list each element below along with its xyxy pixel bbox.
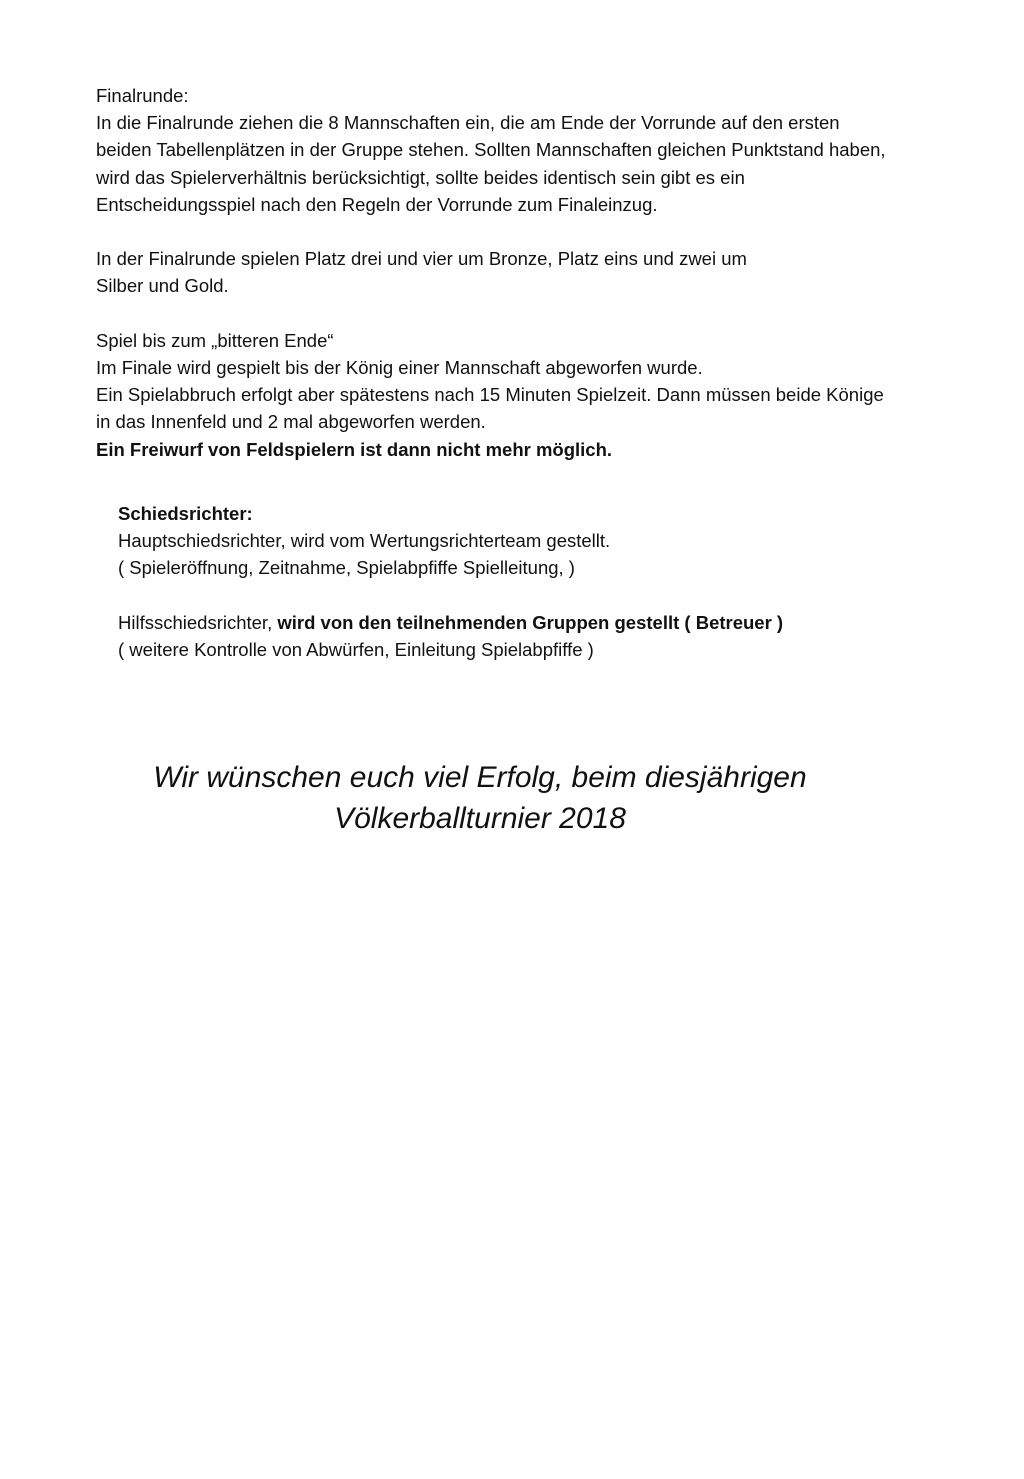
paragraph-gap <box>118 582 783 609</box>
finalrunde-para3-line4: in das Innenfeld und 2 mal abgeworfen werden. <box>96 411 486 433</box>
hilfsschiedsrichter-provider: wird von den teilnehmenden Gruppen gestellt ( Betreuer ) <box>277 611 784 633</box>
hauptschiedsrichter-line: Hauptschiedsrichter, wird vom Wertungsrichterteam gestellt. <box>118 530 611 552</box>
hilfsschiedsrichter-line <box>118 609 783 636</box>
finalrunde-para1-line4: Entscheidungsspiel nach den Regeln der Vorrunde zum Finaleinzug. <box>96 193 658 215</box>
finalrunde-para2-line1: In der Finalrunde spielen Platz drei und vier um Bronze, Platz eins und zwei um <box>96 248 747 270</box>
hilfsschiedsrichter-duties: ( weitere Kontrolle von Abwürfen, Einleitung Spielabpfiffe ) <box>118 639 594 660</box>
hauptschiedsrichter-duties: ( Spieleröffnung, Zeitnahme, Spielabpfiffe Spielleitung, ) <box>118 557 575 579</box>
finalrunde-para1-line2: beiden Tabellenplätzen in der Gruppe stehen. Sollten Mannschaften gleichen Punktstand haben, <box>96 139 886 161</box>
schiedsrichter-heading: Schiedsrichter: <box>118 503 253 524</box>
finalrunde-para3-line2: Im Finale wird gespielt bis der König einer Mannschaft abgeworfen wurde. <box>96 357 703 378</box>
paragraph-gap <box>96 300 886 327</box>
paragraph-gap <box>96 218 886 245</box>
finalrunde-section <box>96 82 886 463</box>
finalrunde-para3-line1: Spiel bis zum „bitteren Ende“ <box>96 329 334 351</box>
finalrunde-para2-line2: Silber und Gold. <box>96 275 229 297</box>
freiwurf-note: Ein Freiwurf von Feldspielern ist dann nicht mehr möglich. <box>96 438 613 460</box>
closing-line2: Völkerballturnier 2018 <box>334 802 626 835</box>
finalrunde-para3-line3: Ein Spielabbruch erfolgt aber spätestens nach 15 Minuten Spielzeit. Dann müssen beide Könige <box>96 384 884 406</box>
closing-message <box>0 757 960 839</box>
finalrunde-para1-line3: wird das Spielerverhältnis berücksichtigt, sollte beides identisch sein gibt es ein <box>96 166 745 188</box>
finalrunde-heading: Finalrunde: <box>96 85 189 106</box>
hilfsschiedsrichter-label: Hilfsschiedsrichter, <box>118 611 278 633</box>
closing-line1: Wir wünschen euch viel Erfolg, beim diesjährigen <box>153 761 807 794</box>
finalrunde-para1-line1: In die Finalrunde ziehen die 8 Mannschaften ein, die am Ende der Vorrunde auf den ersten <box>96 112 840 134</box>
schiedsrichter-section <box>118 500 783 663</box>
